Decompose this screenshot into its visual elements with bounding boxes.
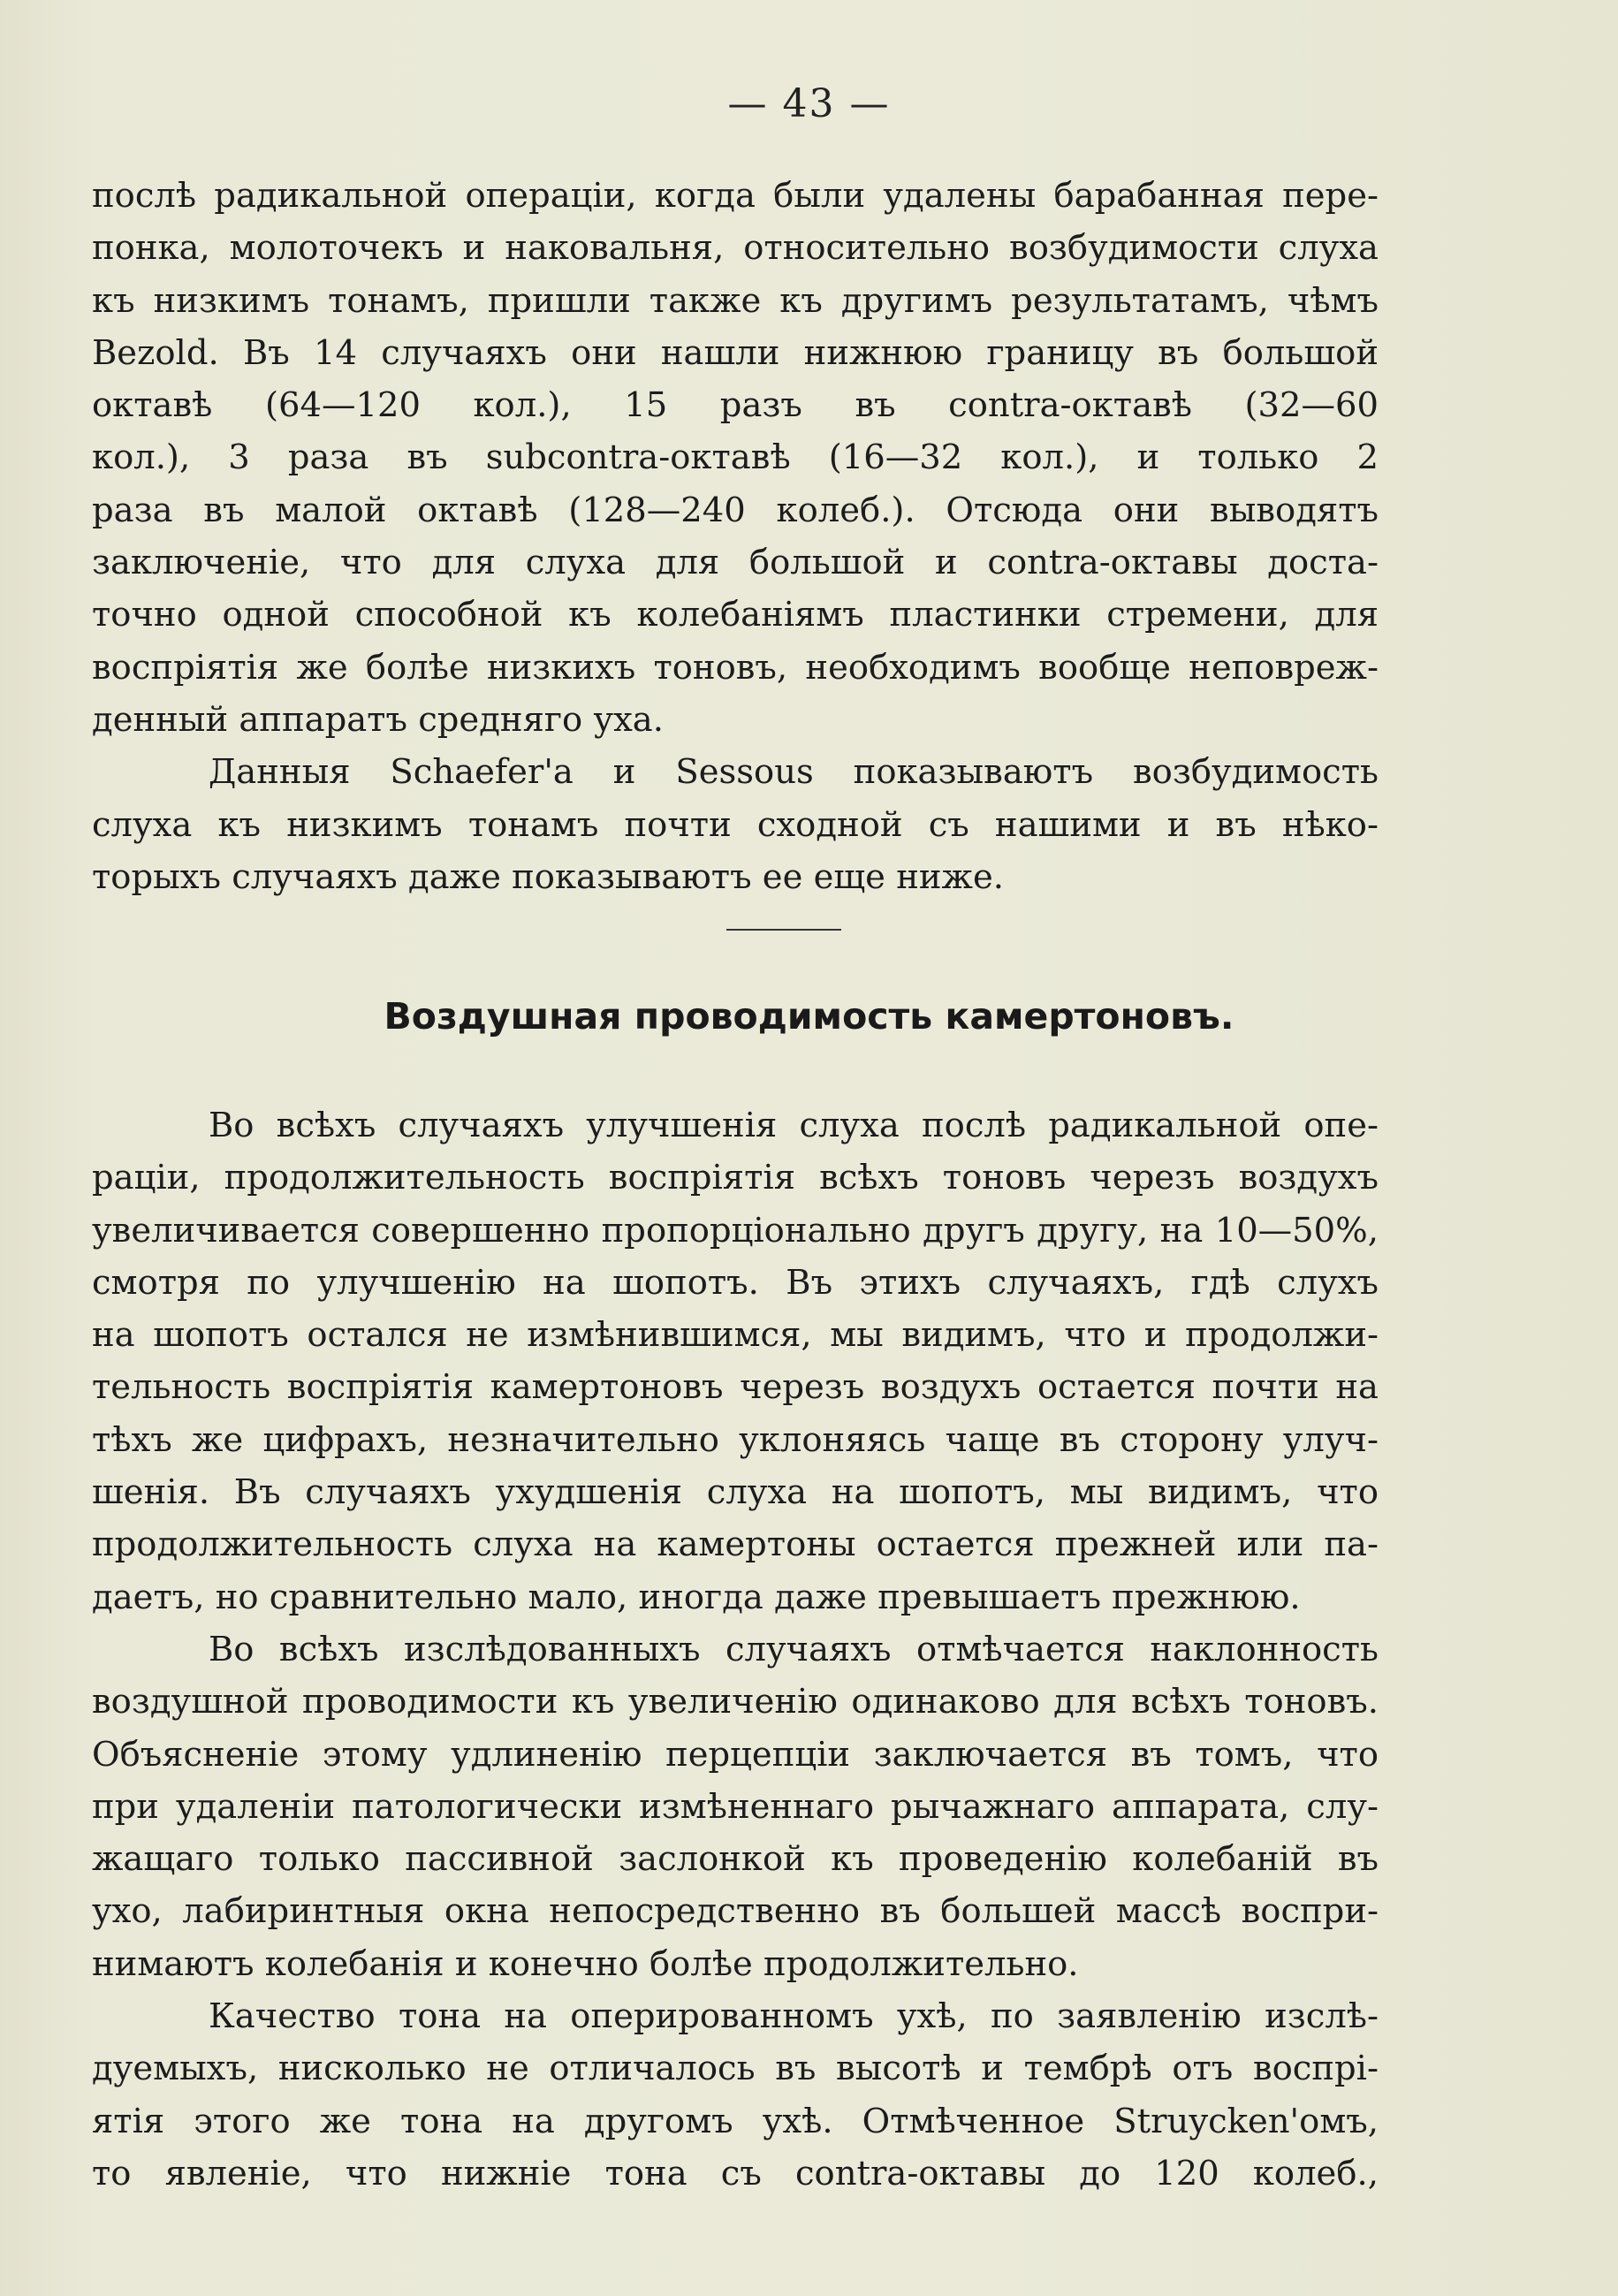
text-line: смотря по улучшенію на шопотъ. Въ этихъ случаяхъ, гдѣ слухъ — [92, 1262, 1379, 1303]
text-line: октавѣ (64—120 кол.), 15 разъ въ contra-октавѣ (32—60 — [92, 385, 1379, 426]
text-line: ухо, лабиринтныя окна непосредственно въ большей массѣ воспри- — [92, 1891, 1379, 1932]
body-text-bottom — [92, 1099, 1379, 2200]
text-line: понка, молоточекъ и наковальня, относительно возбудимости слуха — [92, 228, 1379, 269]
page-number: — 43 — — [727, 81, 891, 126]
text-line: раціи, продолжительность воспріятія всѣхъ тоновъ черезъ воздухъ — [92, 1158, 1379, 1198]
text-line: при удаленіи патологически измѣненнаго рычажнаго аппарата, слу- — [92, 1786, 1379, 1827]
text-line: точно одной способной къ колебаніямъ пластинки стремени, для — [92, 595, 1379, 635]
text-line: воздушной проводимости къ увеличенію одинаково для всѣхъ тоновъ. — [92, 1682, 1379, 1722]
section-divider — [726, 929, 841, 931]
text-line: воспріятія же болѣе низкихъ тоновъ, необходимъ вообще неповреж- — [92, 647, 1379, 688]
text-line: жащаго только пассивной заслонкой къ проведенію колебаній въ — [92, 1839, 1379, 1880]
text-line: Во всѣхъ случаяхъ улучшенія слуха послѣ радикальной опе- — [209, 1106, 1379, 1145]
text-line: Во всѣхъ изслѣдованныхъ случаяхъ отмѣчается наклонность — [209, 1629, 1379, 1669]
text-line: къ низкимъ тонамъ, пришли также къ другимъ результатамъ, чѣмъ — [92, 280, 1379, 321]
text-line: тельность воспріятія камертоновъ черезъ воздухъ остается почти на — [92, 1367, 1379, 1408]
text-line: на шопотъ остался не измѣнившимся, мы видимъ, что и продолжи- — [92, 1315, 1379, 1356]
text-line: тѣхъ же цифрахъ, незначительно уклоняясь чаще въ сторону улуч- — [92, 1419, 1379, 1460]
text-line: послѣ радикальной операціи, когда были удалены барабанная пере- — [92, 176, 1379, 216]
text-line: увеличивается совершенно пропорціонально другъ другу, на 10—50%, — [92, 1210, 1379, 1251]
text-line: денный аппаратъ средняго уха. — [92, 699, 664, 740]
text-line: дуемыхъ, нисколько не отличалось въ высотѣ и тембрѣ отъ воспрі- — [92, 2049, 1379, 2089]
text-line: ятія этого же тона на другомъ ухѣ. Отмѣченное Struycken'омъ, — [92, 2101, 1379, 2141]
text-line: нимаютъ колебанія и конечно болѣе продолжительно. — [92, 1943, 1079, 1984]
text-line: продолжительность слуха на камертоны остается прежней или па- — [92, 1524, 1379, 1565]
body-text-top — [92, 170, 1379, 903]
text-line: Данныя Schaefer'a и Sessous показываютъ возбудимость — [209, 752, 1379, 793]
text-line: Объясненіе этому удлиненію перцепціи заключается въ томъ, что — [92, 1734, 1379, 1775]
text-line: заключеніе, что для слуха для большой и contra-октавы доста- — [92, 543, 1379, 583]
text-line: кол.), 3 раза въ subcontra-октавѣ (16—32 кол.), и только 2 — [92, 437, 1379, 478]
text-line: торыхъ случаяхъ даже показываютъ ее еще ниже. — [92, 856, 1004, 897]
text-line: раза въ малой октавѣ (128—240 колеб.). Отсюда они выводятъ — [92, 490, 1379, 530]
text-line: Качество тона на оперированномъ ухѣ, по заявленію изслѣ- — [209, 1996, 1379, 2037]
text-line: шенія. Въ случаяхъ ухудшенія слуха на шопотъ, мы видимъ, что — [92, 1472, 1379, 1513]
section-heading: Воздушная проводимость камертоновъ. — [384, 995, 1234, 1038]
text-line: Bezold. Въ 14 случаяхъ они нашли нижнюю границу въ большой — [92, 332, 1379, 373]
text-line: слуха къ низкимъ тонамъ почти сходной съ нашими и въ нѣко- — [92, 804, 1379, 845]
text-line: даетъ, но сравнительно мало, иногда даже превышаетъ прежнюю. — [92, 1577, 1301, 1617]
text-line: то явленіе, что нижніе тона съ contra-октавы до 120 колеб., — [92, 2153, 1379, 2193]
